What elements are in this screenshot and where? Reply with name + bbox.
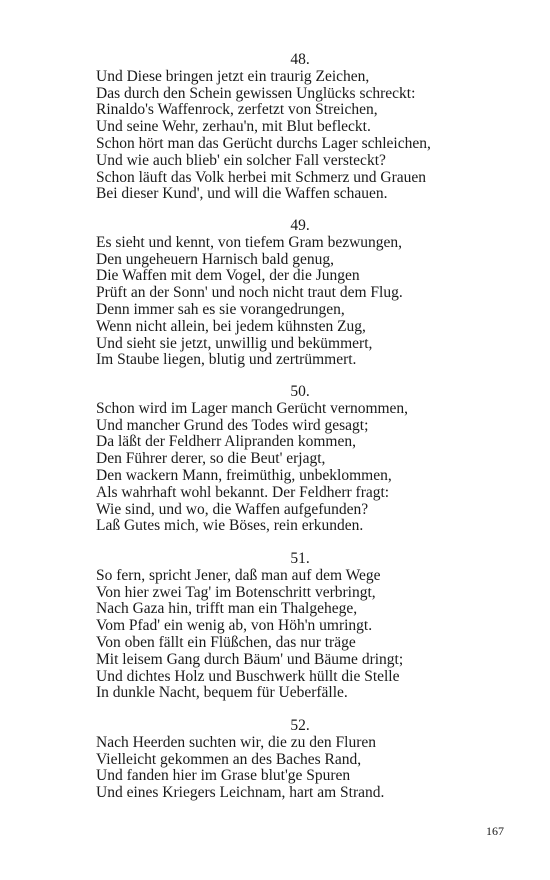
stanza-52 bbox=[96, 718, 516, 802]
verse-line: Und seine Wehr, zerhau'n, mit Blut befleckt. bbox=[96, 118, 371, 136]
verse-line: Und sieht sie jetzt, unwillig und bekümmert, bbox=[96, 334, 373, 352]
verse-line: So fern, spricht Jener, daß man auf dem Wege bbox=[96, 566, 381, 584]
stanza-48 bbox=[96, 52, 516, 203]
verse-line: Und Diese bringen jetzt ein traurig Zeichen, bbox=[96, 67, 370, 85]
verse-line: Den ungeheuern Harnisch bald genug, bbox=[96, 250, 335, 268]
verse-line: Das durch den Schein gewissen Unglücks schreckt: bbox=[96, 84, 416, 102]
verse-line: Von hier zwei Tag' im Botenschritt verbringt, bbox=[96, 583, 376, 601]
stanza-number: 52. bbox=[290, 717, 310, 734]
verse-line: Als wahrhaft wohl bekannt. Der Feldherr fragt: bbox=[96, 483, 390, 501]
verse-line: Und wie auch blieb' ein solcher Fall versteckt? bbox=[96, 151, 386, 169]
verse-line: Im Staube liegen, blutig und zertrümmert. bbox=[96, 351, 357, 369]
verse-line: Denn immer sah es sie vorangedrungen, bbox=[96, 300, 345, 318]
verse-line: Nach Heerden suchten wir, die zu den Fluren bbox=[96, 733, 376, 751]
verse-line: Es sieht und kennt, von tiefem Gram bezwungen, bbox=[96, 233, 403, 251]
verse-line: Mit leisem Gang durch Bäum' und Bäume dringt; bbox=[96, 650, 404, 668]
stanza-number: 50. bbox=[290, 383, 310, 400]
verse-line: Rinaldo's Waffenrock, zerfetzt von Streichen, bbox=[96, 101, 378, 119]
verse-line: Schon läuft das Volk herbei mit Schmerz und Grauen bbox=[96, 168, 427, 186]
verse-line: Und eines Kriegers Leichnam, hart am Strand. bbox=[96, 784, 385, 802]
page-number: 167 bbox=[486, 824, 504, 838]
stanza-50 bbox=[96, 384, 516, 535]
verse-line: Die Waffen mit dem Vogel, der die Jungen bbox=[96, 267, 360, 285]
verse-line: Von oben fällt ein Flüßchen, das nur träge bbox=[96, 633, 356, 651]
verse-line: Den wackern Mann, freimüthig, unbeklommen, bbox=[96, 466, 392, 484]
verse-line: Laß Gutes mich, wie Böses, rein erkunden. bbox=[96, 517, 364, 535]
stanza-number: 51. bbox=[290, 550, 310, 567]
verse-line: Prüft an der Sonn' und noch nicht traut dem Flug. bbox=[96, 284, 403, 302]
verse-line: Und dichtes Holz und Buschwerk hüllt die Stelle bbox=[96, 667, 400, 685]
verse-line: Schon wird im Lager manch Gerücht vernommen, bbox=[96, 399, 409, 417]
stanza-51 bbox=[96, 551, 516, 702]
verse-line: Nach Gaza hin, trifft man ein Thalgehege, bbox=[96, 600, 358, 618]
verse-line: Bei dieser Kund', und will die Waffen schauen. bbox=[96, 185, 388, 203]
verse-line: Vielleicht gekommen an des Baches Rand, bbox=[96, 750, 362, 768]
stanza-number: 49. bbox=[290, 217, 310, 234]
verse-line: In dunkle Nacht, bequem für Ueberfälle. bbox=[96, 684, 348, 702]
verse-line: Schon hört man das Gerücht durchs Lager schleichen, bbox=[96, 134, 431, 152]
stanza-49 bbox=[96, 218, 516, 369]
verse-line: Und fanden hier im Grase blut'ge Spuren bbox=[96, 767, 351, 785]
stanza-number: 48. bbox=[290, 51, 310, 68]
verse-line: Da läßt der Feldherr Alipranden kommen, bbox=[96, 433, 356, 451]
verse-line: Den Führer derer, so die Beut' erjagt, bbox=[96, 450, 326, 468]
verse-line: Und mancher Grund des Todes wird gesagt; bbox=[96, 416, 369, 434]
verse-line: Wenn nicht allein, bei jedem kühnsten Zug, bbox=[96, 317, 366, 335]
verse-line: Vom Pfad' ein wenig ab, von Höh'n umringt. bbox=[96, 617, 373, 635]
verse-line: Wie sind, und wo, die Waffen aufgefunden? bbox=[96, 500, 369, 518]
